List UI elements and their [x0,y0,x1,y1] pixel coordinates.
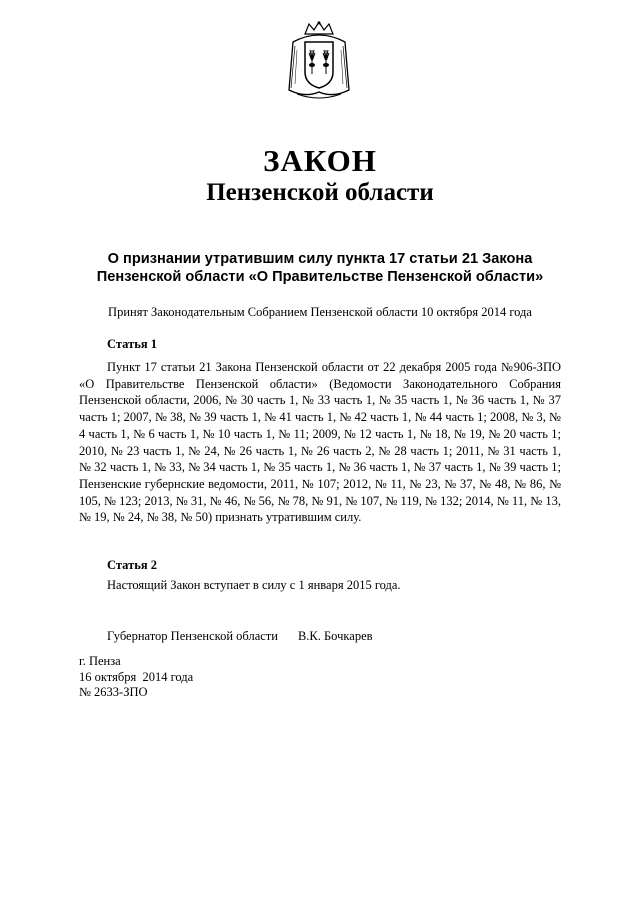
document-title: ЗАКОН [263,143,377,178]
signature-block [107,628,373,644]
penza-coat-of-arms-icon [283,20,355,104]
article-2-title: Статья 2 [107,558,157,572]
law-heading [80,250,560,286]
signatory-name: В.К. Бочкарев [297,629,373,643]
law-heading-line-2: Пензенской области «О Правительстве Пензенской области» [96,269,544,285]
article-2-text: Настоящий Закон вступает в силу с 1 января 2015 года. [107,578,401,592]
adoption-note: Принят Законодательным Собранием Пензенской области 10 октября 2014 года [108,305,532,319]
law-number: № 2633-ЗПО [79,685,148,699]
signatory-position: Губернатор Пензенской области [107,629,278,643]
document-region: Пензенской области [206,179,434,206]
city: г. Пенза [79,654,121,668]
law-heading-line-1: О признании утратившим силу пункта 17 статьи 21 Закона [107,251,533,267]
place-date-block [79,654,193,701]
article-1-text: Пункт 17 статьи 21 Закона Пензенской области от 22 декабря 2005 года №906-ЗПО «О Правительстве Пензенской области» (Ведомости Законодательного Собрания Пензенской области, 2006, № 30 часть 1, № 33 часть 1, № 35 часть 1, № 36 часть 1, № 37 часть 1; 2007, № 38, № 39 часть 1, № 41 часть 1, № 42 часть 1, № 44 часть 1; 2008, № 3, № 4 часть 1, № 6 часть 1, № 10 часть 1, № 11; 2009, № 12 часть 1, № 18, № 19, № 20 часть 1; 2010, № 23 часть 1, № 24, № 26 часть 1, № 26 часть 2, № 28 часть 1; 2011, № 31 часть 1, № 32 часть 1, № 33, № 34 часть 1, № 35 часть 1, № 36 часть 1, № 37 часть 1, № 39 часть 1; Пензенские губернские ведомости, 2011, № 107; 2012, № 11, № 23, № 37, № 48, № 86, № 105, № 123; 2013, № 31, № 46, № 56, № 78, № 91, № 107, № 119, № 132; 2014, № 11, № 13, № 19, № 24, № 38, № 50) признать утратившим силу. [79,360,561,525]
article-1-title: Статья 1 [107,337,157,351]
signing-date: 16 октября 2014 года [79,669,194,684]
